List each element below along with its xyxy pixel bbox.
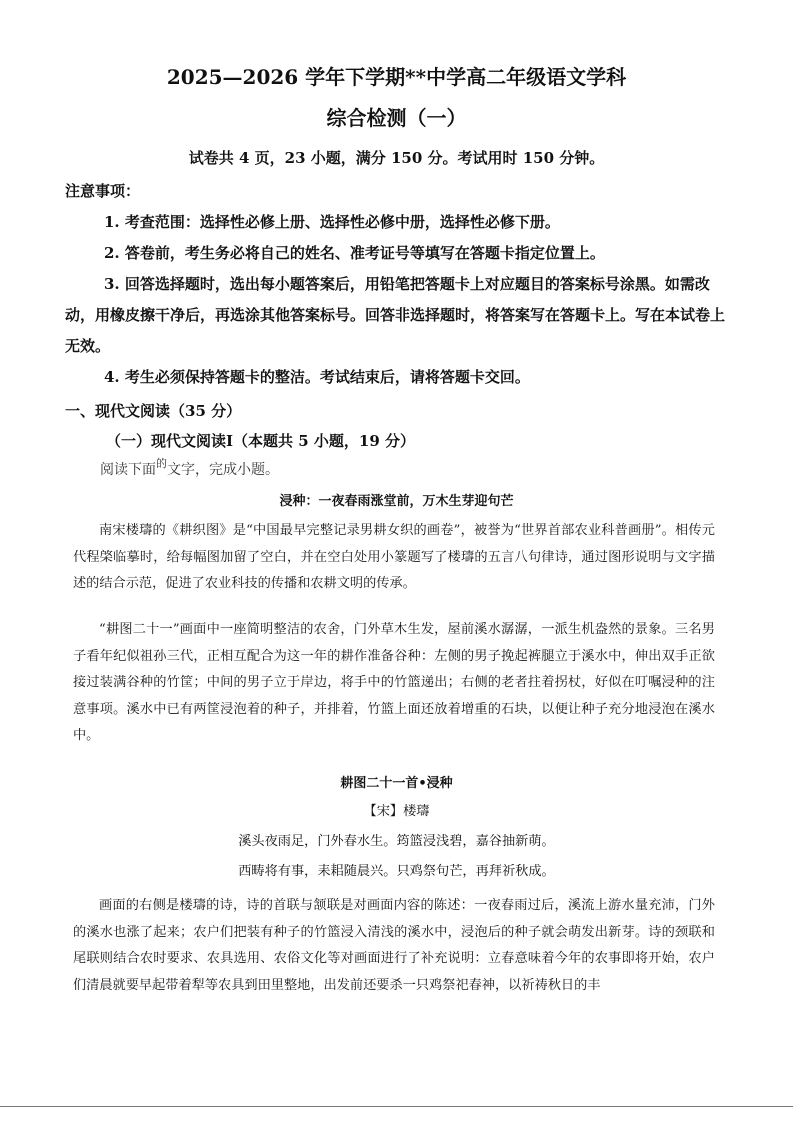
note-item: 1. 考查范围：选择性必修上册、选择性必修中册，选择性必修下册。	[104, 213, 560, 231]
note-item: 3. 回答选择题时，选出每小题答案后，用铅笔把答题卡上对应题目的答案标号涂黑。如需改动，用橡皮擦干净后，再选涂其他答案标号。回答非选择题时，将答案写在答题卡上。写在本试卷上无效。	[65, 275, 726, 355]
poem-title: 耕图二十一首•浸种	[340, 776, 453, 791]
paragraph-text: “耕图二十一”画面中一座简明整洁的农舍，门外草木生发，屋前溪水潺潺，一派生机盎然的景象。三名男子看年纪似祖孙三代，正相互配合为这一年的耕作准备谷种：左侧的男子挽起裤腿立于溪水中，伸出双手正欲接过装满谷种的竹筐；中间的男子立于岸边，将手中的竹篮递出；右侧的老者拄着拐杖，好似在叮嘱浸种的注意事项。溪水中已有两筐浸泡着的种子，并排着，竹篮上面还放着增重的石块，以便让种子充分地浸泡在溪水中。	[73, 622, 715, 743]
exam-info: 试卷共 4 页，23 小题，满分 150 分。考试用时 150 分钟。	[188, 149, 605, 167]
reading-instruction	[100, 458, 279, 483]
exam-subtitle: 综合检测（一）	[326, 106, 467, 130]
poem-author: 【宋】楼璹	[363, 804, 430, 819]
article-paragraph-1	[73, 518, 715, 598]
note-item: 2. 答卷前，考生务必将自己的姓名、准考证号等填写在答题卡指定位置上。	[104, 244, 605, 262]
section-heading: 一、现代文阅读（35 分）	[65, 402, 242, 420]
poem-line: 溪头夜雨足，门外春水生。筠篮浸浅碧，嘉谷抽新萌。	[238, 834, 555, 849]
notes-heading: 注意事项：	[65, 182, 141, 200]
article-title: 浸种：一夜春雨涨堂前，万木生芽迎句芒	[279, 494, 514, 509]
poem-line: 西畴将有事，耒耜随晨兴。只鸡祭句芒，再拜祈秋成。	[238, 864, 555, 879]
intro-text-before: 阅读下面	[100, 462, 156, 478]
article-paragraph-2	[73, 617, 715, 750]
notes-list	[65, 207, 725, 393]
intro-text-after: 文字，完成小题。	[167, 462, 279, 478]
paragraph-text: 南宋楼璹的《耕织图》是“中国最早完整记录男耕女织的画卷”，被誉为“世界首部农业科普画册”。相传元代程棨临摹时，给每幅图加留了空白，并在空白处用小篆题写了楼璹的五言八句律诗，通过图形说明与文字描述的结合示范，促进了农业科技的传播和农耕文明的传承。	[73, 523, 715, 591]
exam-title: 2025—2026 学年下学期**中学高二年级语文学科	[166, 65, 627, 89]
note-item: 4. 考生必须保持答题卡的整洁。考试结束后，请将答题卡交回。	[104, 368, 530, 386]
article-paragraph-3	[73, 893, 715, 999]
intro-superscript: 的	[156, 457, 167, 470]
section-subheading: （一）现代文阅读Ⅰ（本题共 5 小题，19 分）	[106, 432, 415, 450]
paragraph-text: 画面的右侧是楼璹的诗，诗的首联与颔联是对画面内容的陈述：一夜春雨过后，溪流上游水量充沛，门外的溪水也涨了起来；农户们把装有种子的竹篮浸入清浅的溪水中，浸泡后的种子就会萌发出新芽。诗的颈联和尾联则结合农时要求、农具选用、农俗文化等对画面进行了补充说明：立春意味着今年的农事即将开始，农户们清晨就要早起带着犁等农具到田里整地，出发前还要杀一只鸡祭祀春神，以祈祷秋日的丰	[73, 898, 715, 993]
page-bottom-rule	[0, 1106, 793, 1107]
